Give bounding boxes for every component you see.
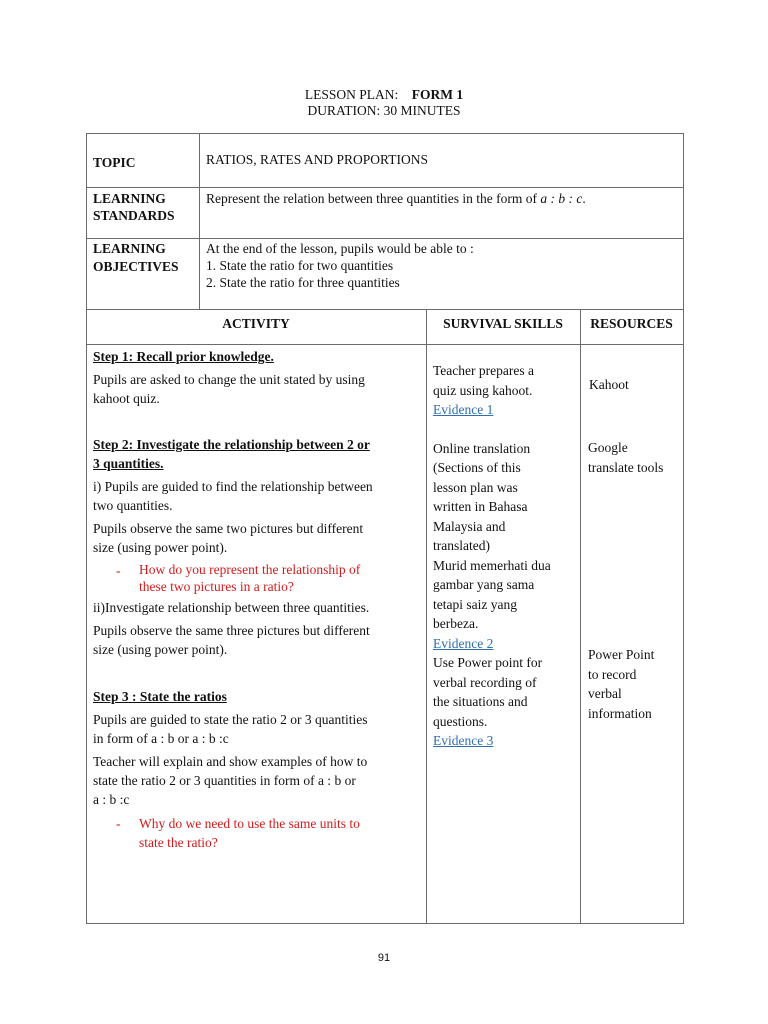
- step-2-text-line: i) Pupils are guided to find the relationship between: [93, 479, 373, 494]
- step-2-text-line: size (using power point).: [93, 540, 228, 555]
- evidence-3-link[interactable]: Evidence 3: [433, 733, 494, 748]
- objective-item: 1. State the ratio for two quantities: [206, 258, 394, 273]
- objectives-intro: At the end of the lesson, pupils would be able to :: [206, 241, 474, 256]
- step-1-text-line: Pupils are asked to change the unit stated by using: [93, 372, 365, 387]
- resource-kahoot: Kahoot: [589, 377, 629, 392]
- objective-item: 2. State the ratio for three quantities: [206, 275, 400, 290]
- step-2-text-line: two quantities.: [93, 498, 173, 513]
- learning-standards-text: Represent the relation between three quantities in the form of a : b : c.: [206, 191, 586, 206]
- page-number: 91: [377, 952, 391, 964]
- form-label: FORM 1: [411, 87, 464, 102]
- step-1-title: Step 1: Recall prior knowledge.: [93, 349, 274, 364]
- step-2-text-line: Pupils observe the same two pictures but different: [93, 521, 364, 536]
- learning-objectives-label: LEARNING OBJECTIVES: [93, 241, 179, 274]
- resource-google-translate: Google translate tools: [588, 440, 664, 475]
- ratio-formula: a : b : c: [540, 191, 583, 206]
- step-2-text-line: size (using power point).: [93, 642, 228, 657]
- step-2-title: Step 2: Investigate the relationship between 2 or: [93, 437, 370, 452]
- step-3-text-line: Teacher will explain and show examples of how to: [93, 754, 368, 769]
- step-3-text-line: a : b :c: [93, 792, 130, 807]
- step-3-text-line: in form of a : b or a : b :c: [93, 731, 229, 746]
- step-2-text-line: Pupils observe the same three pictures but different: [93, 623, 370, 638]
- step-3-title: Step 3 : State the ratios: [93, 689, 227, 704]
- step-1-text-line: kahoot quiz.: [93, 391, 160, 406]
- learning-standards-label: LEARNING STANDARDS: [93, 191, 175, 223]
- step-3-text-line: state the ratio 2 or 3 quantities in form of a : b or: [93, 773, 356, 788]
- step-3-question: Why do we need to use the same units to state the ratio?: [139, 816, 360, 850]
- topic-label: TOPIC: [93, 155, 136, 170]
- topic-value: RATIOS, RATES AND PROPORTIONS: [206, 152, 428, 167]
- learning-objectives-text: [206, 240, 474, 291]
- activity-column-header: ACTIVITY: [222, 316, 290, 331]
- resources-column-header: RESOURCES: [590, 316, 673, 331]
- lesson-plan-heading: [0, 87, 768, 103]
- step-2-text-line: ii)Investigate relationship between three quantities.: [93, 600, 370, 615]
- resource-power-point: Power Point to record verbal information: [588, 647, 655, 721]
- question-dash: -: [116, 563, 121, 578]
- lesson-plan-label: LESSON PLAN:: [304, 87, 399, 102]
- survival-skills-column-header: SURVIVAL SKILLS: [443, 316, 563, 331]
- step-2-title: 3 quantities.: [93, 456, 164, 471]
- question-dash: -: [116, 816, 121, 831]
- duration-heading: DURATION: 30 MINUTES: [307, 103, 461, 118]
- survival-skills-cell: Teacher prepares a quiz using kahoot. Evidence 1 Online translation (Sections of this lesson plan was written in Bahasa Malaysia and translated) Murid memerhati dua gambar yang sama tetapi saiz yang berbeza. Evidence 2 Use Power point for verbal recording of the situations and questions. Evidence 3: [433, 361, 551, 751]
- step-3-text-line: Pupils are guided to state the ratio 2 or 3 quantities: [93, 712, 368, 727]
- evidence-2-link[interactable]: Evidence 2: [433, 635, 494, 651]
- evidence-1-link[interactable]: Evidence 1: [433, 402, 494, 417]
- step-2-question: How do you represent the relationship of these two pictures in a ratio?: [139, 562, 361, 594]
